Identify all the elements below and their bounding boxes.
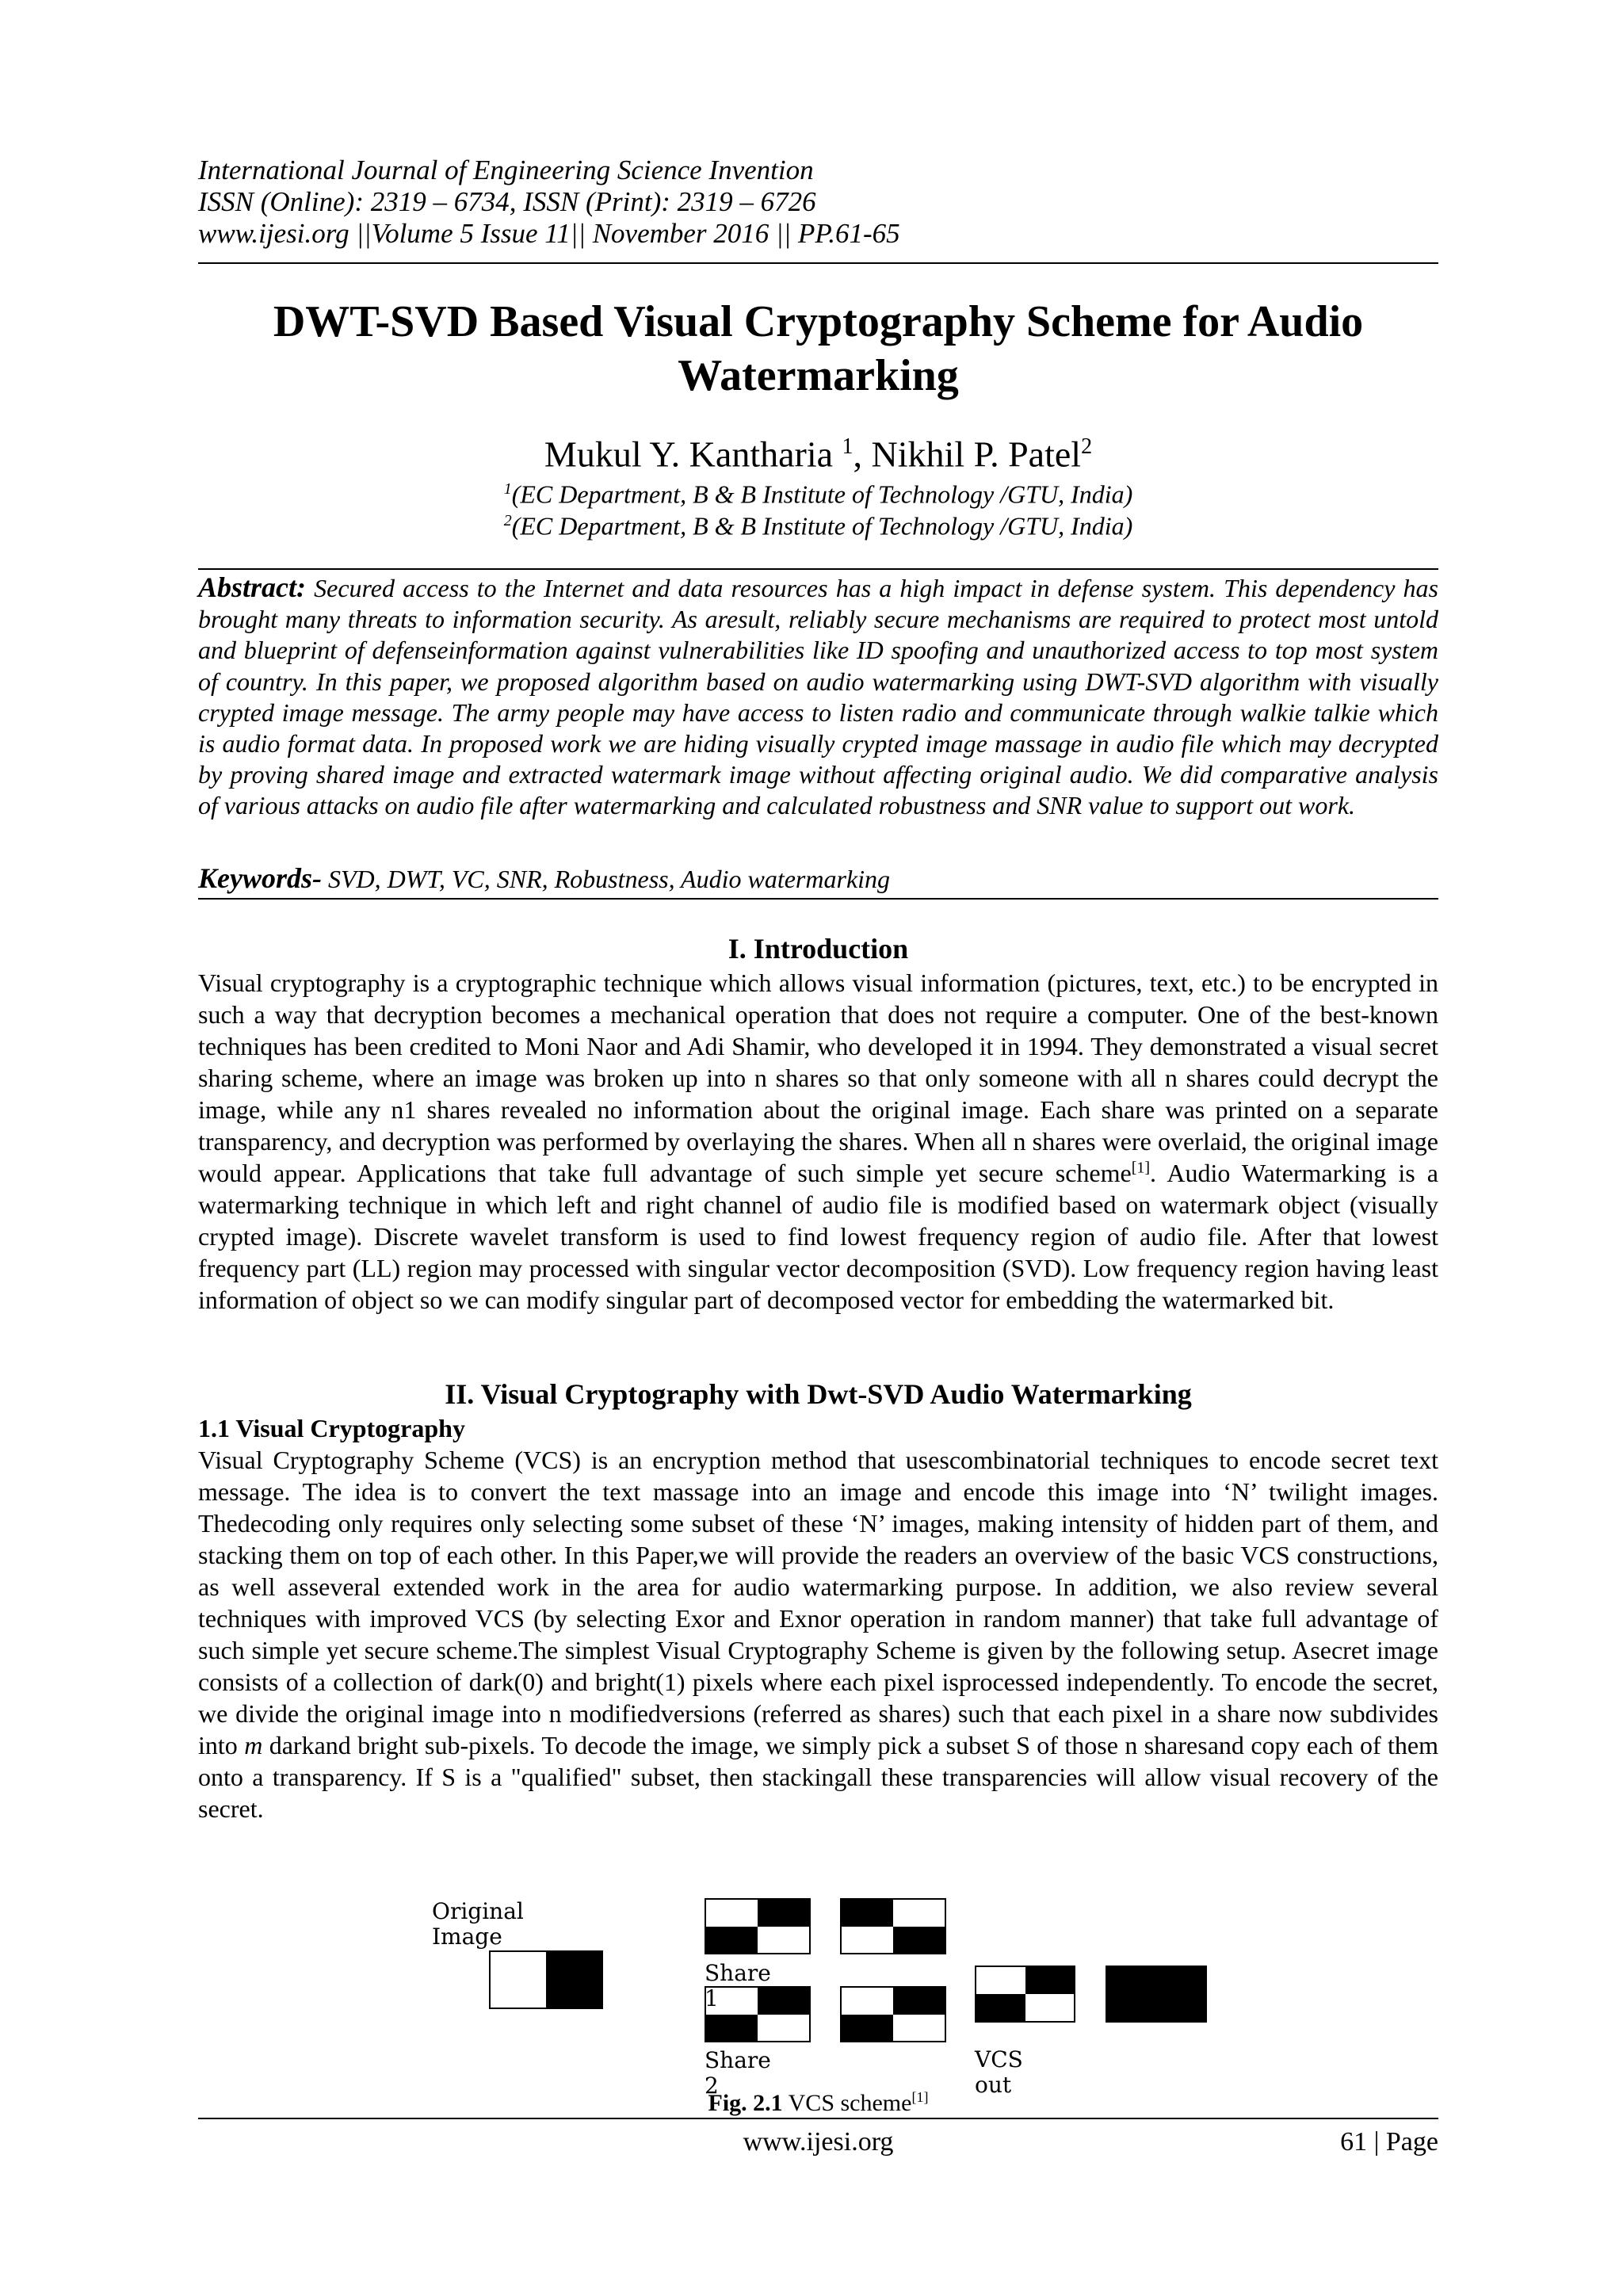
author-list xyxy=(198,425,1438,476)
header-rule xyxy=(198,262,1438,264)
figure-caption-label: Fig. 2.1 xyxy=(708,2090,783,2116)
share-1-pattern-b xyxy=(840,1898,946,1954)
affiliation-1-sup: 1 xyxy=(503,480,512,498)
subsection-1-1-heading: 1.1 Visual Cryptography xyxy=(198,1414,465,1442)
vcs-out-pattern xyxy=(975,1966,1075,2023)
abstract-label: Abstract: xyxy=(198,571,307,603)
keywords-text: SVD, DWT, VC, SNR, Robustness, Audio watermarking xyxy=(322,865,891,893)
share-2-pattern-a xyxy=(705,1986,811,2042)
keywords xyxy=(198,862,1438,895)
keywords-label: Keywords- xyxy=(198,862,322,894)
title-line-2: Watermarking xyxy=(678,351,959,400)
section-1-heading: I. Introduction xyxy=(727,933,909,965)
author-2-sup: 2 xyxy=(1081,434,1093,459)
paper-title xyxy=(198,295,1438,403)
abstract xyxy=(198,572,1438,822)
journal-issn: ISSN (Online): 2319 – 6734, ISSN (Print): 2319 – 6726 xyxy=(198,186,816,217)
section-2-body: Visual Cryptography Scheme (VCS) is an encryption method that usescombinatorial techniques to encode secret text message. The idea is to convert the text massage into an image and encode this image into ‘N’ twilight images. Thedecoding only requires only selecting some subset of these ‘N’ images, making intensity of hidden part of them, and stacking them on top of each other. In this Paper,we will provide the readers an overview of the basic VCS constructions, as well asseveral extended work in the area for audio watermarking purpose. In addition, we also review several techniques with improved VCS (by selecting Exor and Exnor operation in random manner) that take full advantage of such simple yet secure scheme.The simplest Visual Cryptography Scheme is given by the following setup. Asecret image consists of a collection of dark(0) and bright(1) pixels where each pixel isprocessed independently. To encode the secret, we divide the original image into n modifiedversions (referred as shares) such that each pixel in a share now subdivides into m darkand bright sub-pixels. To decode the image, we simply pick a subset S of those n sharesand copy each of them onto a transparency. If S is a "qualified" subset, then stackingall these transparencies will allow visual recovery of the secret. xyxy=(198,1446,1439,1823)
vcs-out-stacked xyxy=(1106,1966,1207,2023)
share-1-label: Share 1 xyxy=(705,1960,771,2011)
affiliation-1: $^1$(EC Department, B & B Institute of Technology /GTU, India) xyxy=(503,479,1133,509)
section-1-body: Visual cryptography is a cryptographic technique which allows visual information (pictures, text, etc.) to be encrypted in such a way that decryption becomes a mechanical operation that does not require a computer. One of the best-known techniques has been credited to Moni Naor and Adi Shamir, who developed it in 1994. They demonstrated a visual secret sharing scheme, where an image was broken up into n shares so that only someone with all n shares could decrypt the image, while any n1 shares revealed no information about the original image. Each share was printed on a separate transparency, and decryption was performed by overlaying the shares. When all n shares were overlaid, the original image would appear. Applications that take full advantage of such simple yet secure scheme[1]. Audio Watermarking is a watermarking technique in which left and right channel of audio file is modified based on watermark object (visually crypted image). Discrete wavelet transform is used to find lowest frequency region of audio file. After that lowest frequency part (LL) region may processed with singular vector decomposition (SVD). Low frequency region having least information of object so we can modify singular part of decomposed vector for embedding the watermarked bit. xyxy=(198,968,1439,1314)
author-1: Mukul Y. Kantharia xyxy=(544,434,842,475)
affiliation-2-sup: 2 xyxy=(503,512,512,529)
journal-header xyxy=(198,155,1438,250)
original-white-pixel xyxy=(491,1952,546,2008)
citation-1: [1] xyxy=(1131,1159,1151,1177)
abstract-bottom-rule xyxy=(198,898,1438,900)
author-1-sup: 1 xyxy=(842,434,854,459)
abstract-text: Secured access to the Internet and data resources has a high impact in defense system. This dependency has brought many threats to information security. As aresult, reliably secure mechanisms are required to protect most untold and blueprint of defenseinformation against vulnerabilities like ID spoofing and unauthorized access to top most system of country. In this paper, we proposed algorithm based on audio watermarking using DWT-SVD algorithm with visually crypted image message. The army people may have access to listen radio and communicate through walkie talkie which is audio format data. In proposed work we are hiding visually crypted image massage in audio file which may decrypted by proving shared image and extracted watermark image without affecting original audio. We did comparative analysis of various attacks on audio file after watermarking and calculated robustness and SNR value to support out work. xyxy=(198,574,1438,820)
vcs-out-label: VCS out xyxy=(975,2046,1023,2098)
footer-url[interactable]: www.ijesi.org xyxy=(743,2127,894,2157)
journal-volume: www.ijesi.org ||Volume 5 Issue 11|| November 2016 || PP.61-65 xyxy=(198,218,900,249)
figure-caption: Fig. 2.1 VCS scheme[1] xyxy=(708,2089,929,2116)
original-image xyxy=(489,1950,603,2009)
abstract-top-rule xyxy=(198,568,1438,570)
figure-caption-citation: [1] xyxy=(911,2089,929,2105)
journal-name: International Journal of Engineering Science Invention xyxy=(198,155,814,185)
author-2: , Nikhil P. Patel xyxy=(853,434,1082,475)
title-line-1: DWT-SVD Based Visual Cryptography Scheme for Audio xyxy=(273,297,1364,346)
share-2-label: Share 2 xyxy=(705,2047,771,2099)
footer-rule xyxy=(198,2118,1438,2119)
section-2-heading: II. Visual Cryptography with Dwt-SVD Audio Watermarking xyxy=(445,1378,1192,1410)
share-1-pattern-a xyxy=(705,1898,811,1954)
original-black-pixel xyxy=(546,1952,601,2008)
footer-page-number: 61 | Page xyxy=(1340,2127,1438,2157)
share-2-pattern-b xyxy=(840,1986,946,2042)
original-image-label: Original Image xyxy=(432,1898,524,1950)
affiliation-2: $^2$(EC Department, B & B Institute of Technology /GTU, India) xyxy=(503,511,1133,541)
